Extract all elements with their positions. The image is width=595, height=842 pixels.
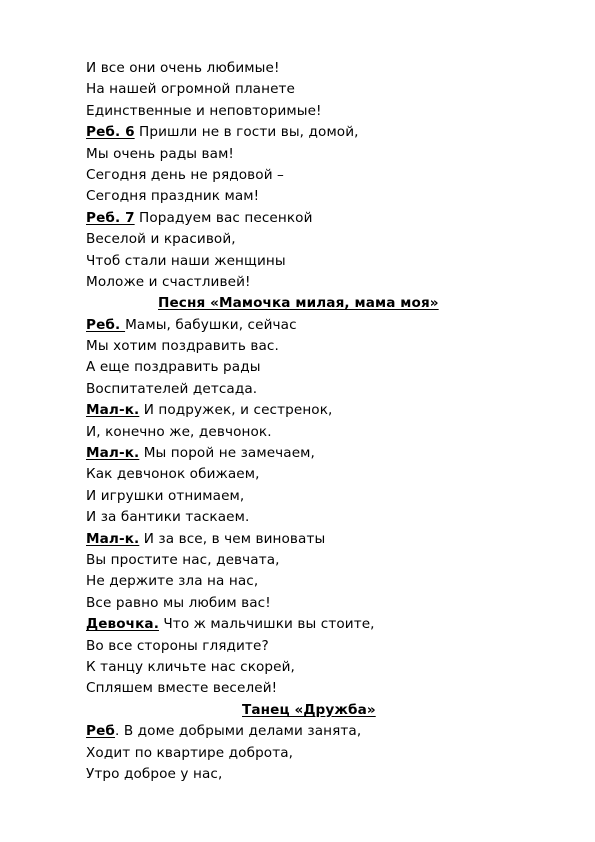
speaker-line	[86, 529, 566, 550]
verse-line: На нашей огромной планете	[86, 81, 296, 98]
speaker-line	[86, 315, 566, 336]
script-text	[86, 58, 566, 785]
speaker-line	[86, 443, 566, 464]
speaker-line	[86, 614, 566, 635]
speaker-line	[86, 721, 566, 742]
verse-line: Спляшем вместе веселей!	[86, 680, 278, 697]
speaker-text: И подружек, и сестренок,	[139, 402, 333, 419]
speaker-label: Мал-к.	[86, 445, 140, 462]
speaker-label: Реб. 6	[86, 124, 135, 141]
speaker-label: Мал-к.	[86, 402, 140, 419]
verse-line: Чтоб стали наши женщины	[86, 252, 286, 269]
verse-line: Вы простите нас, девчата,	[86, 551, 280, 568]
speaker-label: Девочка.	[86, 616, 159, 633]
verse-line: Моложе и счастливей!	[86, 273, 251, 290]
speaker-text: Мы порой не замечаем,	[139, 445, 315, 462]
speaker-text: Порадуем вас песенкой	[134, 209, 313, 226]
verse-line: Утро доброе у нас,	[86, 765, 223, 782]
verse-line: Сегодня праздник мам!	[86, 188, 260, 205]
speaker-text: Пришли не в гости вы, домой,	[134, 124, 359, 141]
speaker-text: Мамы, бабушки, сейчас	[125, 316, 297, 333]
verse-line: Не держите зла на нас,	[86, 573, 259, 590]
speaker-text: . В доме добрыми делами занята,	[114, 723, 362, 740]
verse-line: Мы хотим поздравить вас.	[86, 338, 279, 355]
verse-line: Ходит по квартире доброта,	[86, 744, 294, 761]
verse-line: Во все стороны глядите?	[86, 637, 269, 654]
speaker-text: Что ж мальчишки вы стоите,	[158, 616, 375, 633]
speaker-label: Реб. 7	[86, 209, 135, 226]
verse-line: К танцу кличьте нас скорей,	[86, 658, 295, 675]
verse-line: Единственные и неповторимые!	[86, 102, 322, 119]
speaker-label: Реб	[86, 723, 115, 740]
verse-line: И все они очень любимые!	[86, 60, 280, 76]
verse-line: Сегодня день не рядовой –	[86, 166, 284, 183]
speaker-text: И за все, в чем виноваты	[139, 530, 326, 547]
verse-line: Мы очень рады вам!	[86, 145, 234, 162]
speaker-label: Реб.	[86, 316, 126, 333]
verse-line: И игрушки отнимаем,	[86, 487, 245, 504]
speaker-label: Мал-к.	[86, 530, 140, 547]
verse-line: Все равно мы любим вас!	[86, 594, 271, 611]
verse-line: А еще поздравить рады	[86, 359, 261, 376]
verse-line: Веселой и красивой,	[86, 231, 236, 248]
verse-line: Воспитателей детсада.	[86, 380, 258, 397]
speaker-line	[86, 208, 566, 229]
verse-line: И за бантики таскаем.	[86, 509, 250, 526]
verse-line: Как девчонок обижаем,	[86, 466, 260, 483]
section-heading: Танец «Дружба»	[242, 701, 376, 718]
speaker-line	[86, 400, 566, 421]
section-heading: Песня «Мамочка милая, мама моя»	[158, 295, 439, 312]
verse-line: И, конечно же, девчонок.	[86, 423, 272, 440]
speaker-line	[86, 122, 566, 143]
